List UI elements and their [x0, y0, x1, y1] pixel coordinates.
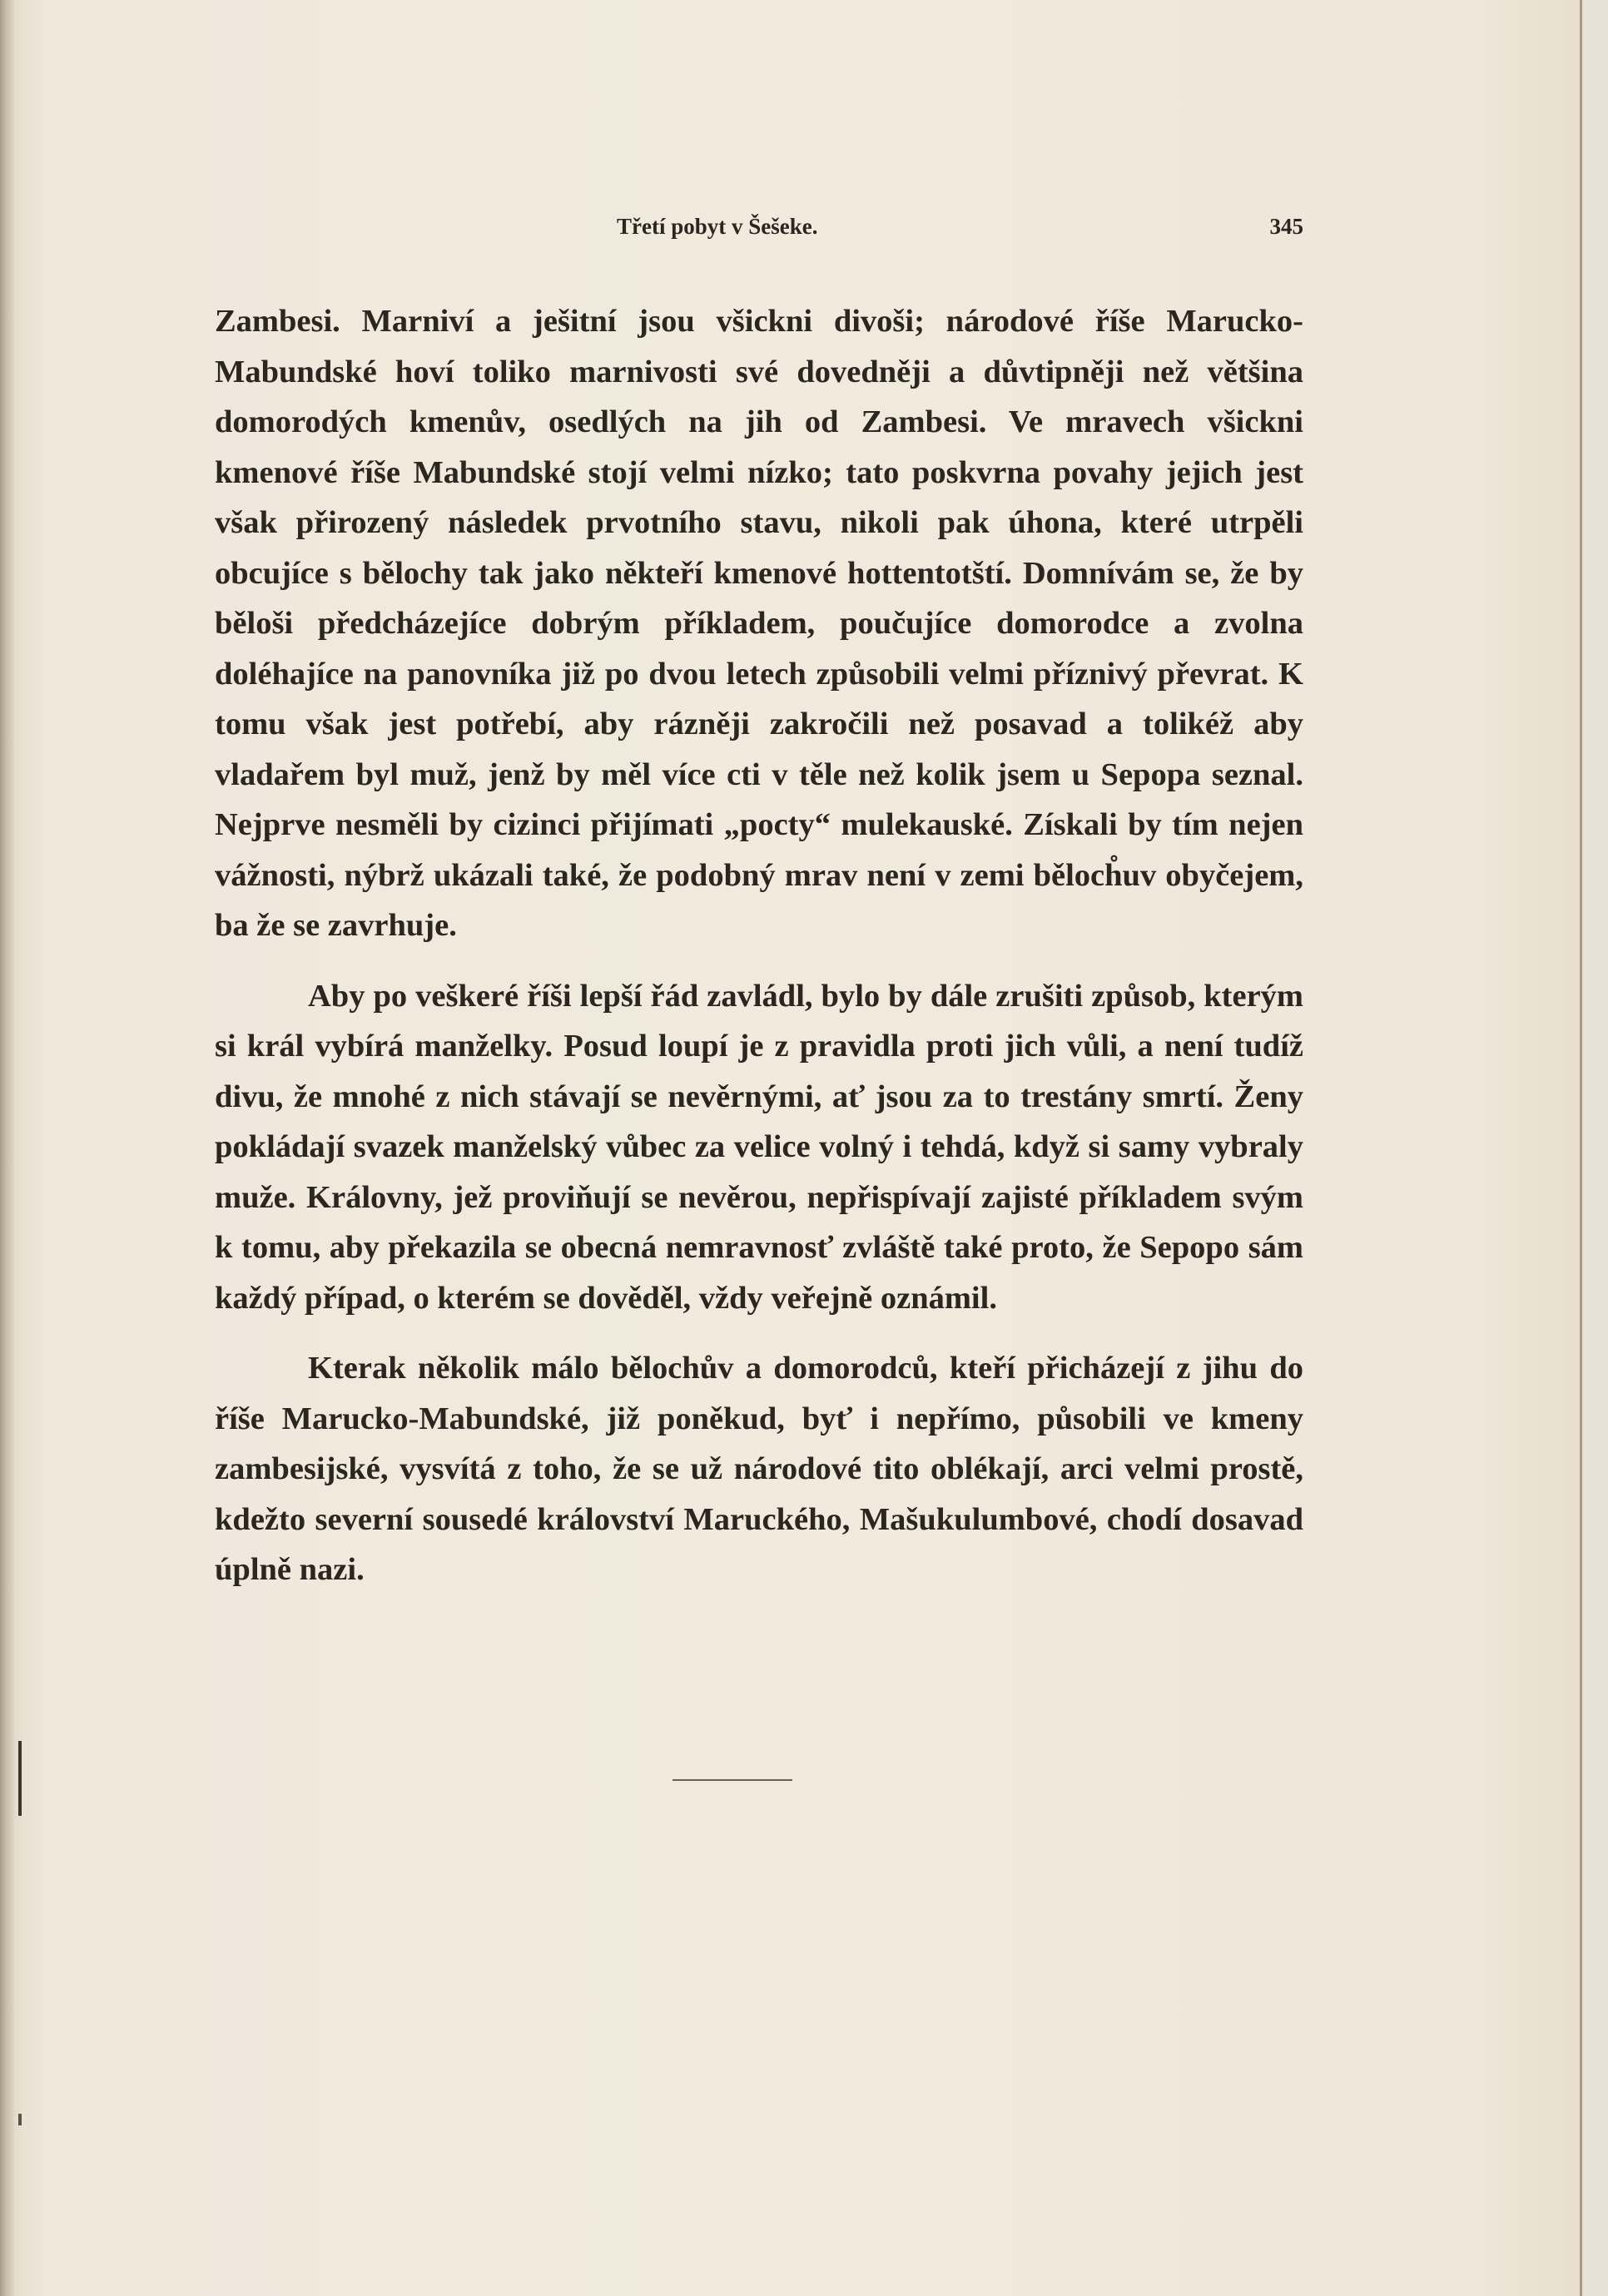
section-divider: [672, 1779, 792, 1781]
paragraph: Kterak několik málo bělochův a domorodců, kteří přicházejí z jihu do říše Marucko-Mabundské, již poněkud, byť i nepřímo, působili ve kmeny zambesijské, vysvítá z toho, že se už národové tito oblékají, arci velmi prostě, kdežto severní sousedé království Maruckého, Mašukulumbové, chodí dosavad úplně nazi.: [215, 1351, 1303, 1587]
page-edge-strip: [1582, 0, 1608, 2296]
binding-shadow: [0, 0, 15, 2296]
paragraph: Zambesi. Marniví a ješitní jsou všickni divoši; národové říše Marucko-Mabundské hoví toliko marnivosti své dovedněji a důvtipněji než většina domorodých kmenův, osedlých na jih od Zambesi. Ve mravech všickni kmenové říše Mabundské stojí velmi nízko; tato poskvrna povahy jejich jest však přirozený následek prvotního stavu, nikoli pak úhona, které utrpěli obcujíce s bělochy tak jako někteří kmenové hottentotští. Domnívám se, že by běloši předcházejíce dobrým příkladem, poučujíce domorodce a zvolna doléhajíce na panovníka již po dvou letech způsobili velmi příznivý převrat. K tomu však jest potřebí, aby rázněji zakročili než posavad a tolikéž aby vladařem byl muž, jenž by měl více cti v těle než kolik jsem u Sepopa seznal. Nejprve nesměli by cizinci přijímati „pocty“ mulekauské. Získali by tím nejen vážnosti, nýbrž ukázali také, že podobný mrav není v zemi běloch̊uv obyčejem, ba že se zavrhuje.: [215, 304, 1303, 943]
binding-mark: [18, 1741, 22, 1816]
page-header: [215, 214, 1303, 247]
running-title: Třetí pobyt v Šešeke.: [617, 214, 818, 239]
page-number: 345: [1269, 214, 1303, 239]
paragraph: Aby po veškeré říši lepší řád zavládl, bylo by dále zrušiti způsob, kterým si král vybírá manželky. Posud loupí je z pravidla proti jich vůli, a není tudíž divu, že mnohé z nich stávají se nevěrnými, ať jsou za to trestány smrtí. Ženy pokládají svazek manželský vůbec za velice volný i tehdá, když si samy vybraly muže. Královny, jež proviňují se nevěrou, nepřispívají zajisté příkladem svým k tomu, aby překazila se obecná nemravnosť zvláště také proto, že Sepopo sám každý případ, o kterém se dověděl, vždy veřejně oznámil.: [215, 978, 1303, 1316]
body-text: [215, 296, 1303, 1595]
binding-mark: [18, 2114, 22, 2125]
